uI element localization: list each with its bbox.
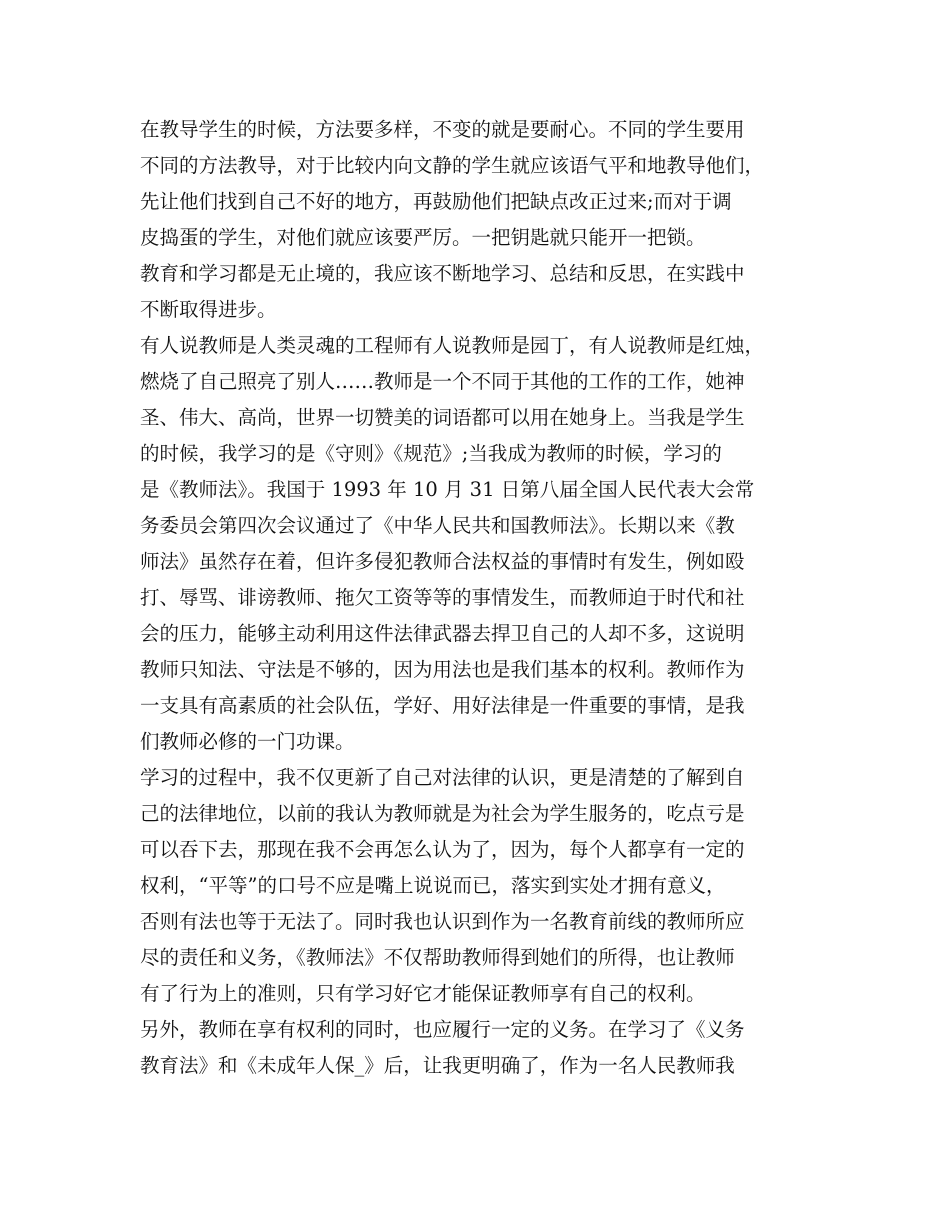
text-line: 皮捣蛋的学生，对他们就应该要严厉。一把钥匙就只能开一把锁。 [140, 226, 706, 249]
text-line: 学习的过程中，我不仅更新了自己对法律的认识，更是清楚的了解到自 [140, 766, 745, 789]
text-line: 另外，教师在享有权利的同时，也应履行一定的义务。在学习了《义务 [140, 1018, 745, 1041]
text-line: 燃烧了自己照亮了别人……教师是一个不同于其他的工作的工作，她神 [140, 370, 745, 393]
text-line: 打、辱骂、诽谤教师、拖欠工资等等的事情发生，而教师迫于时代和社 [140, 586, 745, 609]
text-line: 不同的方法教导，对于比较内向文静的学生就应该语气平和地教导他们， [140, 154, 765, 177]
text-line: 教育和学习都是无止境的，我应该不断地学习、总结和反思，在实践中 [140, 262, 745, 285]
text-line: 在教导学生的时候，方法要多样，不变的就是要耐心。不同的学生要用 [140, 118, 745, 141]
paragraph-3 [140, 328, 820, 760]
text-line: 先让他们找到自己不好的地方，再鼓励他们把缺点改正过来;而对于调 [140, 190, 732, 213]
text-line: 不断取得进步。 [140, 298, 277, 321]
text-line: 教师只知法、守法是不够的，因为用法也是我们基本的权利。教师作为 [140, 658, 745, 681]
text-line: 一支具有高素质的社会队伍，学好、用好法律是一件重要的事情，是我 [140, 694, 745, 717]
text-line: 的时候，我学习的是《守则》《规范》;当我成为教师的时候，学习的 [140, 442, 722, 465]
text-line: 否则有法也等于无法了。同时我也认识到作为一名教育前线的教师所应 [140, 910, 745, 933]
paragraph-5 [140, 1012, 820, 1084]
text-line: 会的压力，能够主动利用这件法律武器去捍卫自己的人却不多，这说明 [140, 622, 745, 645]
document-body [140, 112, 820, 1084]
text-line: 圣、伟大、高尚，世界一切赞美的词语都可以用在她身上。当我是学生 [140, 406, 745, 429]
text-line: 教育法》和《未成年人保_》后，让我更明确了，作为一名人民教师我 [140, 1054, 735, 1077]
paragraph-1 [140, 112, 820, 256]
text-line: 务委员会第四次会议通过了《中华人民共和国教师法》。长期以来《教 [140, 514, 735, 537]
text-line: 权利，“平等”的口号不应是嘴上说说而已，落实到实处才拥有意义， [140, 874, 726, 897]
text-line: 们教师必修的一门功课。 [140, 730, 355, 753]
paragraph-2 [140, 256, 820, 328]
text-line: 有了行为上的准则，只有学习好它才能保证教师享有自己的权利。 [140, 982, 706, 1005]
text-line: 师法》虽然存在着，但许多侵犯教师合法权益的事情时有发生，例如殴 [140, 550, 745, 573]
text-line: 有人说教师是人类灵魂的工程师有人说教师是园丁，有人说教师是红烛， [140, 334, 765, 357]
text-line: 己的法律地位，以前的我认为教师就是为社会为学生服务的，吃点亏是 [140, 802, 745, 825]
text-line: 尽的责任和义务，《教师法》不仅帮助教师得到她们的所得，也让教师 [140, 946, 735, 969]
text-line: 是《教师法》。我国于 1993 年 10 月 31 日第八届全国人民代表大会常 [140, 478, 755, 501]
text-line: 可以吞下去，那现在我不会再怎么认为了，因为，每个人都享有一定的 [140, 838, 745, 861]
paragraph-4 [140, 760, 820, 1012]
